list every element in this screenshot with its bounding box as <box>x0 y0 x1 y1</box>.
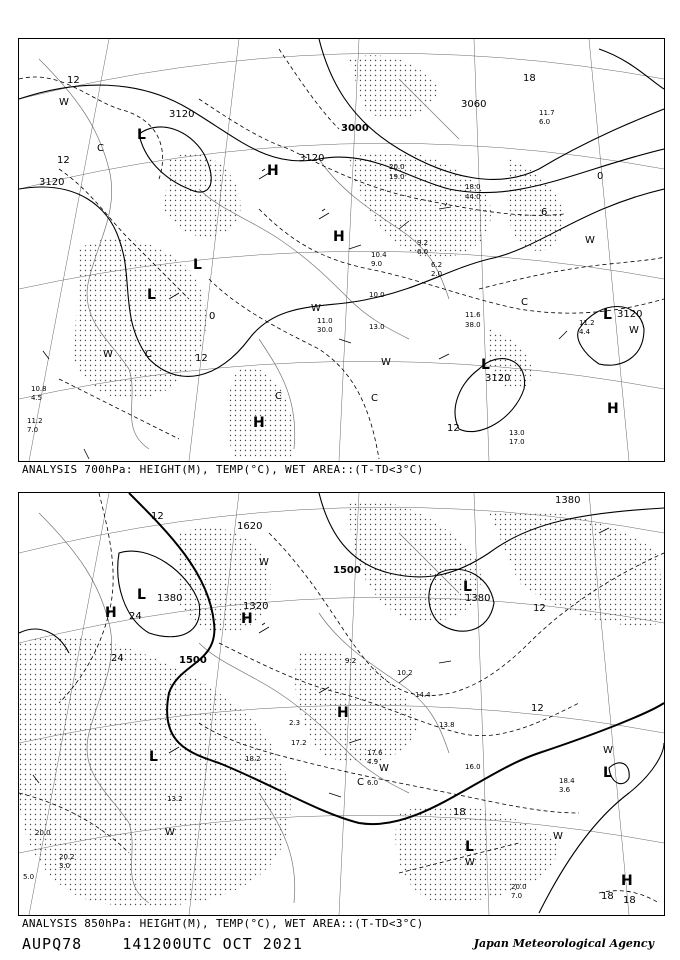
temp-label: 18 <box>623 895 636 906</box>
height-label: 1380 <box>157 593 183 604</box>
station-value: 6.0 <box>539 118 551 126</box>
height-label: 3120 <box>169 109 195 120</box>
station-value: 4.9 <box>367 758 379 766</box>
station-value: 6.0 <box>367 779 379 787</box>
station-value: 19.0 <box>389 173 405 181</box>
temp-marker: C <box>275 391 282 402</box>
station-value: 18.2 <box>245 755 261 763</box>
pressure-center: H <box>253 415 265 431</box>
wet-area-shading <box>74 55 563 459</box>
agency-name: Japan Meteorological Agency <box>473 937 654 950</box>
temp-label: 18 <box>601 891 614 902</box>
height-label: 3120 <box>39 177 65 188</box>
height-label: 1500 <box>333 565 361 576</box>
station-value: 9.2 <box>417 239 429 247</box>
temp-label: 24 <box>129 611 142 622</box>
map-850hpa <box>18 492 665 916</box>
bulletin-header <box>22 935 303 953</box>
temp-marker: C <box>97 143 104 154</box>
station-value: 5.0 <box>23 873 35 881</box>
station-value: 13.0 <box>369 323 385 331</box>
temp-marker: W <box>59 97 69 108</box>
pressure-center: L <box>147 287 156 303</box>
pressure-center: L <box>465 839 474 855</box>
map-700hpa <box>18 38 665 462</box>
station-value: 13.0 <box>509 429 525 437</box>
map-700hpa-caption: ANALYSIS 700hPa: HEIGHT(M), TEMP(°C), WET AREA::(T-TD<3°C) <box>22 463 424 476</box>
pressure-center: H <box>337 705 349 721</box>
station-value: 9.0 <box>371 260 383 268</box>
temp-label: 12 <box>57 155 70 166</box>
station-value: 3.6 <box>559 786 571 794</box>
temp-marker: C <box>357 777 364 788</box>
station-value: 17.6 <box>367 749 383 757</box>
station-value: 11.6 <box>465 311 481 319</box>
height-label: 3120 <box>485 373 511 384</box>
station-value: 10.4 <box>371 251 387 259</box>
station-value: 11.7 <box>539 109 555 117</box>
temp-label: 12 <box>151 511 164 522</box>
height-label: 1380 <box>555 495 581 506</box>
station-value: 2.3 <box>289 719 301 727</box>
pressure-center: H <box>621 873 633 889</box>
wet-area-shading <box>19 501 664 906</box>
station-value: 44.0 <box>465 193 481 201</box>
station-value: 6.0 <box>417 248 429 256</box>
station-value: 4.4 <box>579 328 591 336</box>
map-850hpa-canvas <box>19 493 664 915</box>
pressure-center: L <box>149 749 158 765</box>
station-value: 7.0 <box>27 426 39 434</box>
station-value: 20.2 <box>59 853 75 861</box>
station-value: 11.2 <box>579 319 595 327</box>
temp-marker: W <box>165 827 175 838</box>
station-value: 3.0 <box>59 862 71 870</box>
station-value: 20.0 <box>35 829 51 837</box>
temp-marker: W <box>311 303 321 314</box>
temp-marker: W <box>629 325 639 336</box>
station-value: 20.0 <box>389 163 405 171</box>
map-850hpa-caption: ANALYSIS 850hPa: HEIGHT(M), TEMP(°C), WET AREA::(T-TD<3°C) <box>22 917 424 930</box>
station-value: 18.4 <box>559 777 575 785</box>
pressure-center: H <box>607 401 619 417</box>
temp-label: 12 <box>533 603 546 614</box>
temp-marker: W <box>465 857 475 868</box>
station-value: 2.0 <box>431 270 443 278</box>
station-value: 4.5 <box>31 394 43 402</box>
valid-time: 141200UTC OCT 2021 <box>122 935 303 953</box>
temp-marker: C <box>145 349 152 360</box>
bulletin-id: AUPQ78 <box>22 935 83 953</box>
pressure-center: H <box>267 163 279 179</box>
temp-label: 18 <box>523 73 536 84</box>
pressure-center: L <box>193 257 202 273</box>
pressure-center: L <box>463 579 472 595</box>
temp-marker: W <box>381 357 391 368</box>
temp-label: 6 <box>541 207 548 218</box>
temp-marker: C <box>521 297 528 308</box>
temp-label: 12 <box>67 75 80 86</box>
height-label: 3000 <box>341 123 369 134</box>
temp-marker: C <box>371 393 378 404</box>
station-value: 18.0 <box>465 183 481 191</box>
station-value: 30.0 <box>317 326 333 334</box>
pressure-center: L <box>603 765 612 781</box>
pressure-center: H <box>105 605 117 621</box>
station-value: 9.2 <box>345 657 357 665</box>
pressure-center: H <box>333 229 345 245</box>
temp-label: 0 <box>597 171 604 182</box>
station-value: 10.8 <box>31 385 47 393</box>
station-value: 13.8 <box>439 721 455 729</box>
temp-label: 12 <box>531 703 544 714</box>
temp-marker: W <box>379 763 389 774</box>
map-700hpa-canvas <box>19 39 664 461</box>
height-label: 3120 <box>617 309 643 320</box>
temp-label: 24 <box>111 653 124 664</box>
temp-label: 18 <box>453 807 466 818</box>
temp-label: 0 <box>209 311 216 322</box>
pressure-center: L <box>137 587 146 603</box>
station-value: 6.2 <box>431 261 443 269</box>
height-label: 1380 <box>465 593 491 604</box>
station-value: 10.0 <box>369 291 385 299</box>
height-label: 3120 <box>299 153 325 164</box>
height-label: 1500 <box>179 655 207 666</box>
station-value: 11.2 <box>27 417 43 425</box>
height-label: 1620 <box>237 521 263 532</box>
station-value: 13.2 <box>167 795 183 803</box>
station-value: 7.0 <box>511 892 523 900</box>
height-label: 3060 <box>461 99 487 110</box>
temp-marker: W <box>585 235 595 246</box>
station-value: 17.0 <box>509 438 525 446</box>
station-value: 14.4 <box>415 691 431 699</box>
station-value: 11.0 <box>317 317 333 325</box>
station-value: 17.2 <box>291 739 307 747</box>
station-value: 20.0 <box>511 883 527 891</box>
temp-marker: W <box>603 745 613 756</box>
station-value: 16.0 <box>465 763 481 771</box>
pressure-center: L <box>481 357 490 373</box>
temp-label: 12 <box>447 423 460 434</box>
pressure-center: H <box>241 611 253 627</box>
station-value: 10.2 <box>397 669 413 677</box>
temp-marker: W <box>103 349 113 360</box>
temp-label: 12 <box>195 353 208 364</box>
pressure-center: L <box>603 307 612 323</box>
pressure-center: L <box>137 127 146 143</box>
temp-marker: W <box>553 831 563 842</box>
station-value: 38.0 <box>465 321 481 329</box>
temp-marker: W <box>259 557 269 568</box>
height-label: 1320 <box>243 601 269 612</box>
